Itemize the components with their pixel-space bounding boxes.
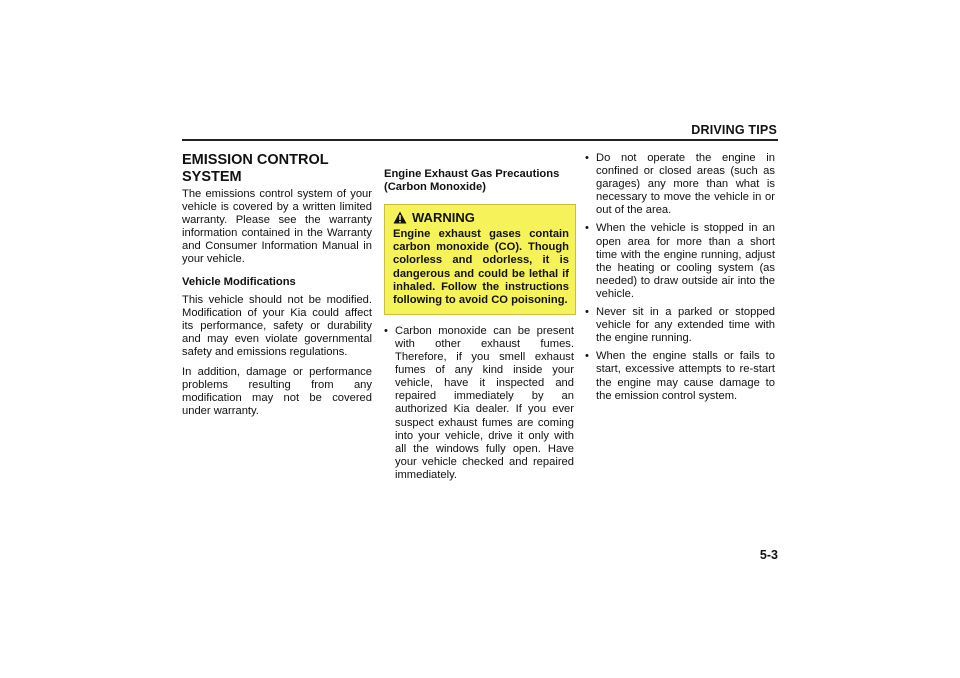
- warning-label: WARNING: [412, 210, 475, 226]
- section-header-title: DRIVING TIPS: [691, 123, 777, 137]
- list-item: • Never sit in a parked or stopped vehicle for any extended time with the engine running.: [585, 306, 775, 345]
- modifications-paragraph-1: This vehicle should not be modified. Modification of your Kia could affect its performance, safety or durability and may even violate governmental safety and emissions regulations.: [182, 293, 372, 359]
- column-3: [585, 152, 775, 408]
- list-item: • Carbon monoxide can be present with other exhaust fumes. Therefore, if you smell exhaust fumes of any kind inside your vehicle, have it inspected and repaired immediately by an authorized Kia dealer. If you ever suspect exhaust fumes are coming into your vehicle, drive it only with all the windows fully open. Have your vehicle checked and repaired immediately.: [384, 325, 574, 482]
- list-item: • Do not operate the engine in confined or closed areas (such as garages) any more than what is necessary to move the vehicle in or out of the area.: [585, 152, 775, 217]
- column-2: [384, 152, 574, 487]
- section-title: EMISSION CONTROL SYSTEM: [182, 152, 329, 185]
- warning-text: Engine exhaust gases contain carbon monoxide (CO). Though colorless and odorless, it is dangerous and could be lethal if inhaled. Follow the instructions following to avoid CO poisoning.: [393, 228, 569, 306]
- list-item: • When the vehicle is stopped in an open area for more than a short time with the engine running, adjust the heating or cooling system (as needed) to draw outside air into the vehicle.: [585, 222, 775, 301]
- warning-triangle-icon: [393, 211, 407, 224]
- header-divider: [182, 139, 778, 141]
- precautions-bullet-list: [585, 152, 775, 403]
- warning-header: [393, 211, 569, 224]
- exhaust-bullet-list: [384, 325, 574, 482]
- exhaust-precautions-heading: Engine Exhaust Gas Precautions (Carbon Monoxide): [384, 168, 560, 194]
- intro-paragraph: The emissions control system of your vehicle is covered by a written limited warranty. Please see the warranty information contained in the Warranty and Consumer Information Manual in your vehicle.: [182, 188, 372, 266]
- column-1: [182, 152, 372, 426]
- modifications-paragraph-2: In addition, damage or performance problems resulting from any modification may not be covered under warranty.: [182, 366, 372, 418]
- warning-box: [384, 204, 576, 315]
- page-number: 5-3: [759, 548, 778, 562]
- vehicle-modifications-heading: Vehicle Modifications: [182, 275, 296, 288]
- list-item: • When the engine stalls or fails to start, excessive attempts to re-start the engine may cause damage to the emission control system.: [585, 350, 775, 402]
